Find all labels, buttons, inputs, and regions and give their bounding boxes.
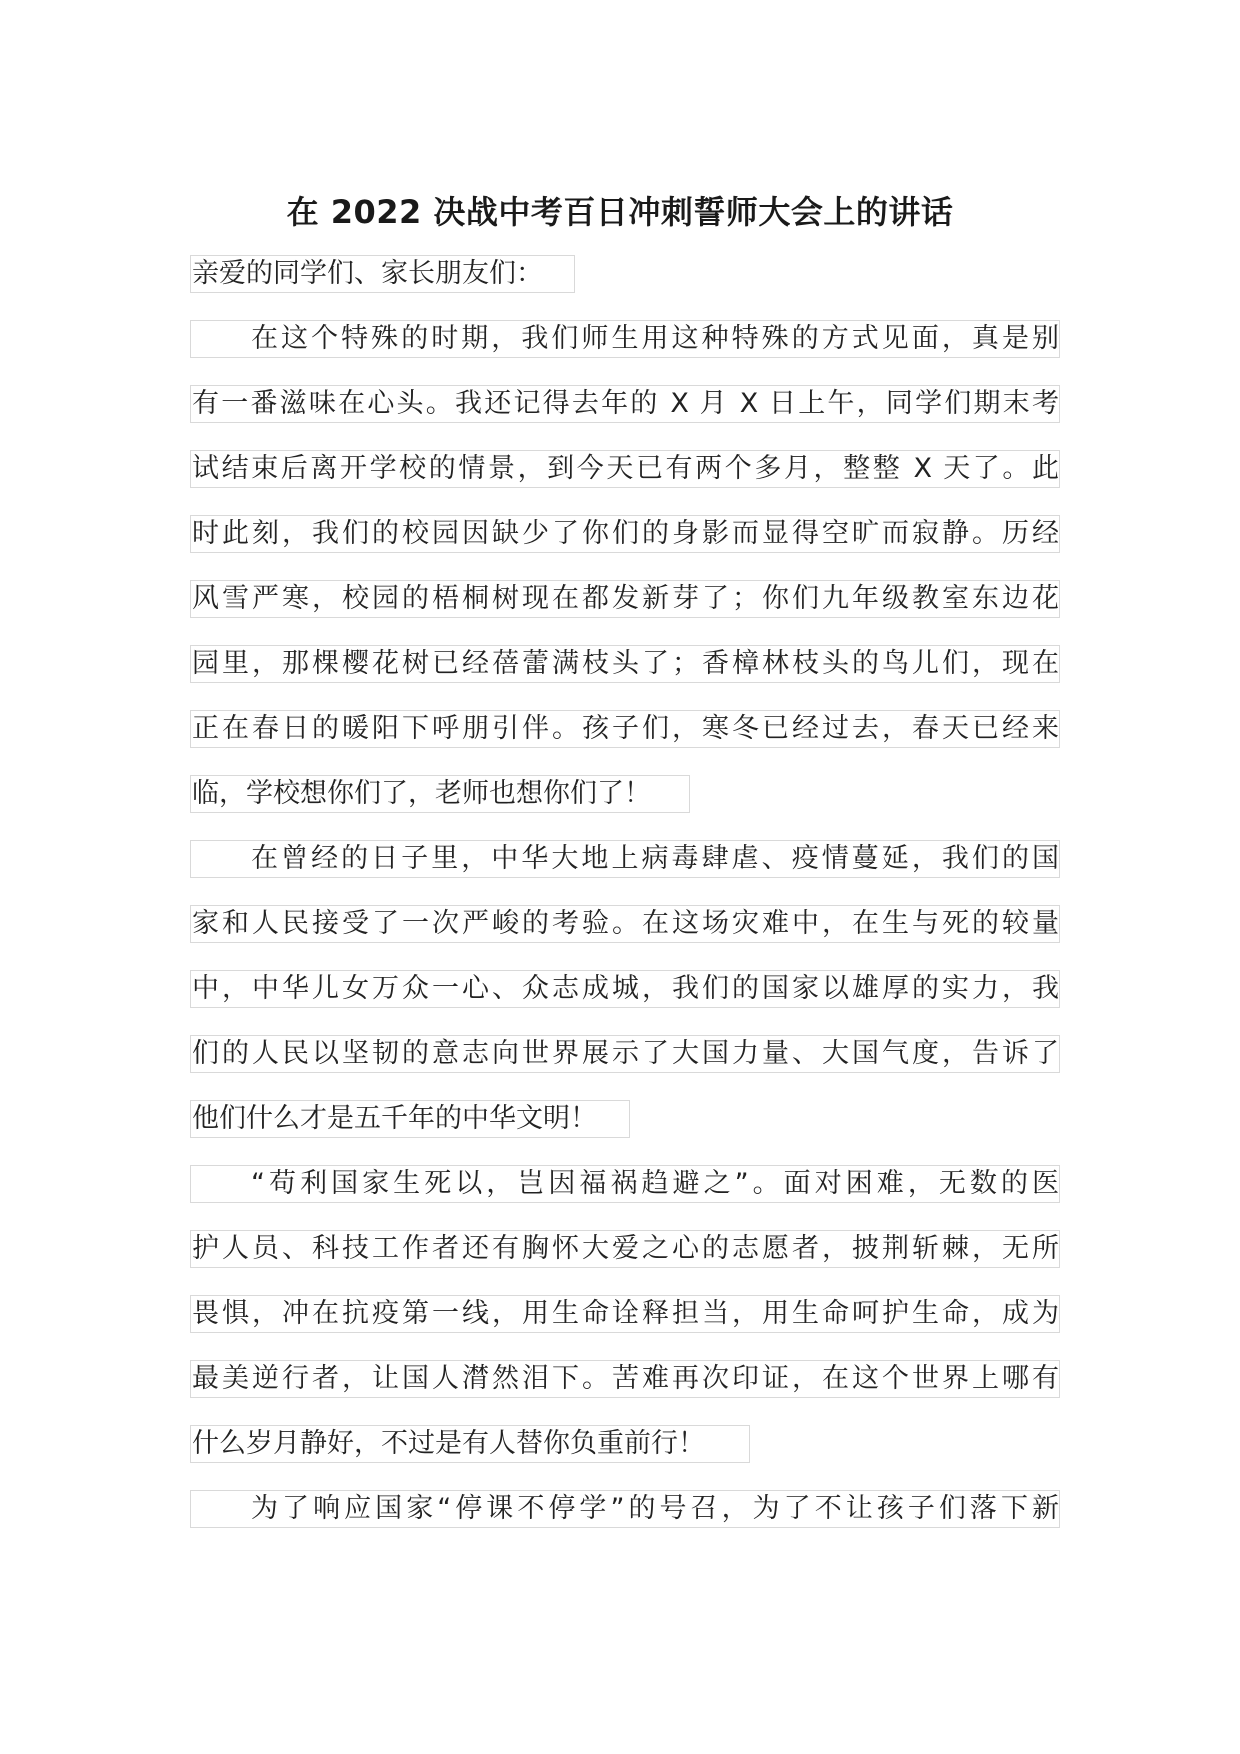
text-line: 在这个特殊的时期，我们师生用这种特殊的方式见面，真是别 <box>190 320 1060 358</box>
text-line: 临，学校想你们了，老师也想你们了！ <box>190 775 690 813</box>
text-line: 正在春日的暖阳下呼朋引伴。孩子们，寒冬已经过去，春天已经来 <box>190 710 1060 748</box>
text-line: “苟利国家生死以，岂因福祸趋避之”。面对困难，无数的医 <box>190 1165 1060 1203</box>
text-line: 护人员、科技工作者还有胸怀大爱之心的志愿者，披荆斩棘，无所 <box>190 1230 1060 1268</box>
text-line: 什么岁月静好，不过是有人替你负重前行！ <box>190 1425 750 1463</box>
text-line: 家和人民接受了一次严峻的考验。在这场灾难中，在生与死的较量 <box>190 905 1060 943</box>
document-body <box>190 255 1060 1555</box>
text-line: 畏惧，冲在抗疫第一线，用生命诠释担当，用生命呵护生命，成为 <box>190 1295 1060 1333</box>
text-line: 有一番滋味在心头。我还记得去年的 X 月 X 日上午，同学们期末考 <box>190 385 1060 423</box>
text-line: 中，中华儿女万众一心、众志成城，我们的国家以雄厚的实力，我 <box>190 970 1060 1008</box>
text-line: 园里，那棵樱花树已经蓓蕾满枝头了；香樟林枝头的鸟儿们，现在 <box>190 645 1060 683</box>
text-line: 最美逆行者，让国人潸然泪下。苦难再次印证，在这个世界上哪有 <box>190 1360 1060 1398</box>
text-line: 试结束后离开学校的情景，到今天已有两个多月，整整 X 天了。此 <box>190 450 1060 488</box>
text-line: 们的人民以坚韧的意志向世界展示了大国力量、大国气度，告诉了 <box>190 1035 1060 1073</box>
text-line: 风雪严寒，校园的梧桐树现在都发新芽了；你们九年级教室东边花 <box>190 580 1060 618</box>
text-line: 为了响应国家“停课不停学”的号召，为了不让孩子们落下新 <box>190 1490 1060 1528</box>
text-line: 时此刻，我们的校园因缺少了你们的身影而显得空旷而寂静。历经 <box>190 515 1060 553</box>
text-line: 他们什么才是五千年的中华文明！ <box>190 1100 630 1138</box>
text-line: 在曾经的日子里，中华大地上病毒肆虐、疫情蔓延，我们的国 <box>190 840 1060 878</box>
greeting-line: 亲爱的同学们、家长朋友们： <box>190 255 575 293</box>
document-title: 在 2022 决战中考百日冲刺誓师大会上的讲话 <box>286 193 954 231</box>
